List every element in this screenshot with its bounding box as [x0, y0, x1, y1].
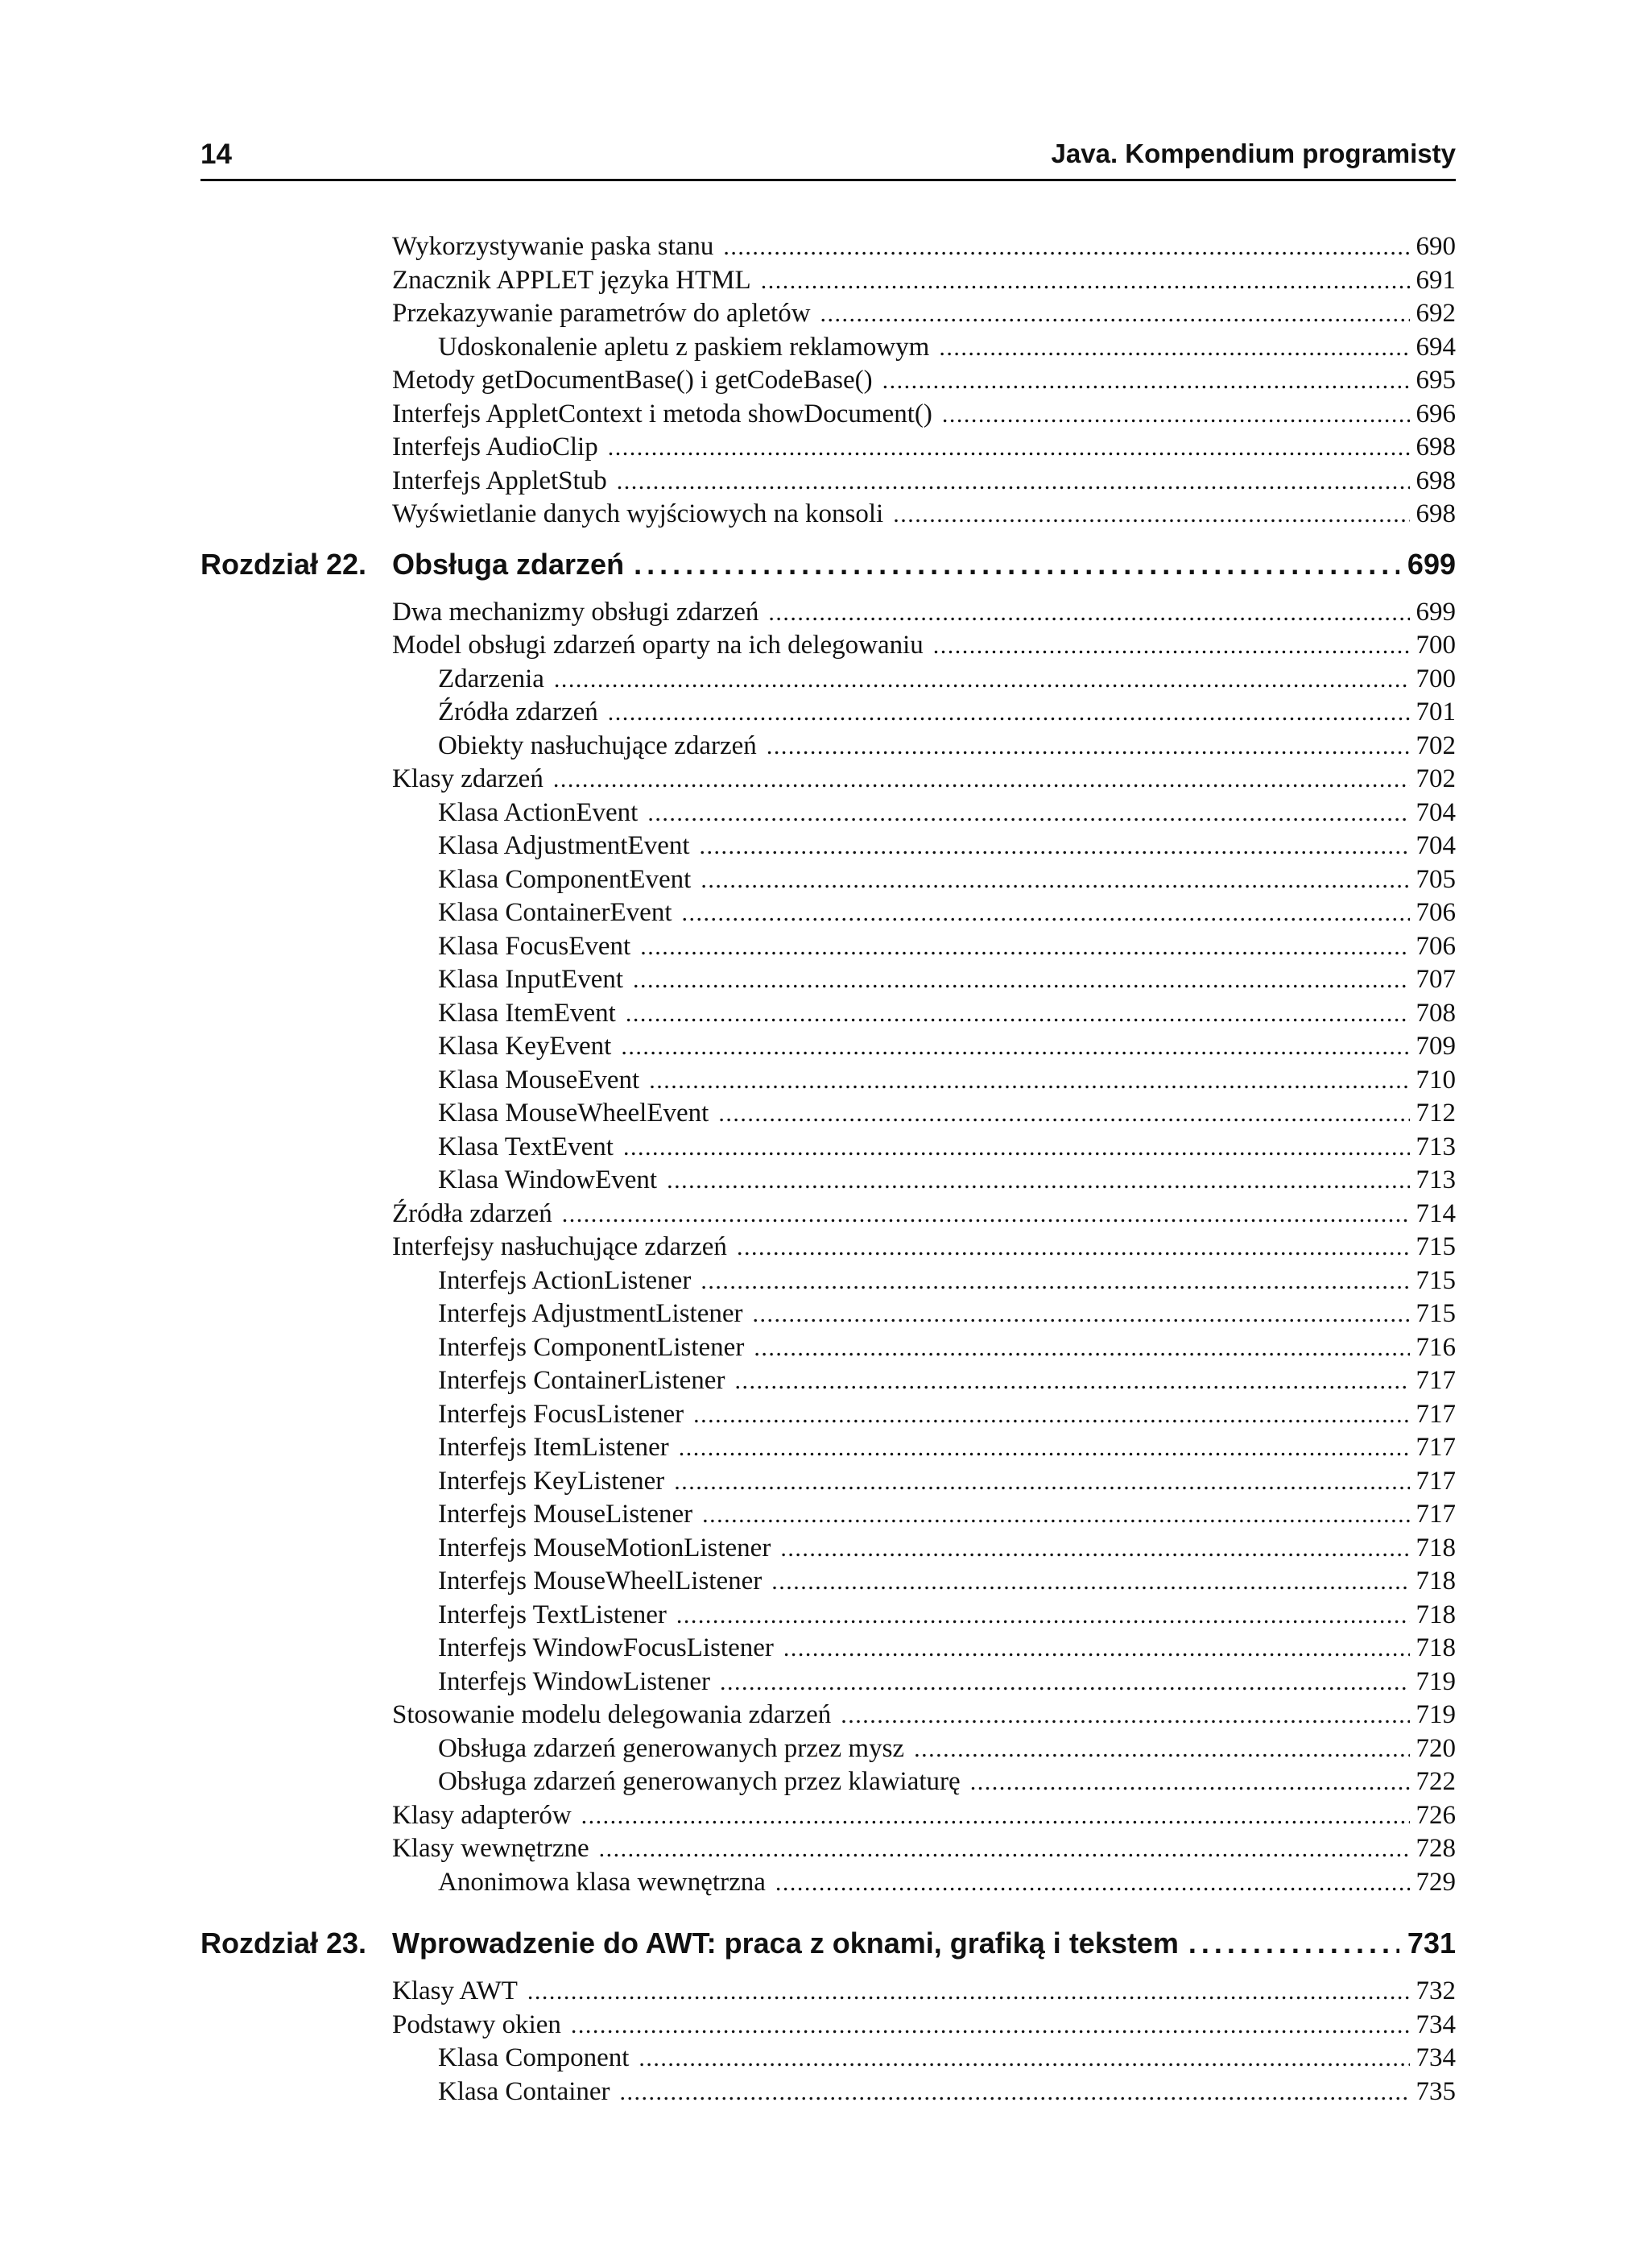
toc-entry [200, 366, 1456, 399]
dot-leader [754, 1333, 1409, 1363]
chapter-entries [200, 598, 1456, 1902]
toc-entry [200, 932, 1456, 966]
toc-group-continued [200, 232, 1456, 533]
toc-entry-page: 713 [1415, 1165, 1456, 1194]
toc-entry [200, 697, 1456, 731]
toc-entry [200, 764, 1456, 798]
dot-leader [640, 932, 1409, 962]
toc-entry-title: Obsługa zdarzeń generowanych przez klawiaturę [438, 1767, 961, 1796]
toc-entry [200, 2043, 1456, 2077]
toc-entry-title: Przekazywanie parametrów do apletów [392, 299, 811, 328]
toc-entry-page: 720 [1415, 1733, 1456, 1763]
toc-entry-title: Znacznik APPLET języka HTML [392, 265, 751, 295]
toc-entry [200, 1767, 1456, 1801]
dot-leader [939, 333, 1409, 362]
dot-leader [720, 1667, 1409, 1697]
dot-leader [882, 366, 1410, 395]
dot-leader [702, 1500, 1409, 1529]
running-title: Java. Kompendium programisty [1051, 139, 1456, 168]
toc-entry [200, 1066, 1456, 1099]
toc-entry-title: Interfejs ContainerListener [438, 1366, 725, 1395]
toc-entry-title: Interfejs WindowListener [438, 1666, 711, 1696]
toc-entry [200, 1165, 1456, 1199]
toc-entry-title: Interfejs ItemListener [438, 1433, 669, 1462]
toc-entry [200, 664, 1456, 698]
toc-entry [200, 831, 1456, 865]
toc-entry-page: 718 [1415, 1600, 1456, 1629]
toc-entry-page: 728 [1415, 1834, 1456, 1863]
toc-entry [200, 1976, 1456, 2010]
toc-entry-page: 715 [1415, 1232, 1456, 1261]
toc-entry-title: Klasy wewnętrzne [392, 1834, 589, 1863]
dot-leader [667, 1165, 1409, 1195]
dot-leader [633, 965, 1409, 995]
dot-leader [608, 432, 1410, 462]
dot-leader [753, 1299, 1410, 1329]
toc-entry-title: Interfejs ComponentListener [438, 1332, 745, 1362]
dot-leader [676, 1600, 1410, 1630]
dot-leader [634, 548, 1399, 581]
dot-leader [639, 2043, 1409, 2073]
toc-entry [200, 299, 1456, 333]
toc-entry-page: 717 [1415, 1366, 1456, 1395]
toc-entry-title: Klasa Component [438, 2043, 630, 2072]
toc-entry-page: 700 [1415, 631, 1456, 660]
toc-entry-title: Metody getDocumentBase() i getCodeBase() [392, 366, 873, 395]
toc-entry-title: Klasa MouseWheelEvent [438, 1099, 709, 1128]
dot-leader [700, 831, 1410, 861]
toc-entry-page: 718 [1415, 1566, 1456, 1595]
toc-entry-page: 712 [1415, 1099, 1456, 1128]
toc-entry [200, 2077, 1456, 2111]
toc-entry-page: 718 [1415, 1533, 1456, 1562]
chapter-title: Obsługa zdarzeń [392, 547, 625, 581]
toc-entry-title: Interfejs KeyListener [438, 1466, 665, 1496]
toc-entry [200, 1333, 1456, 1367]
dot-leader [679, 1433, 1410, 1463]
toc-entry-page: 696 [1415, 399, 1456, 428]
toc-entry-page: 705 [1415, 864, 1456, 894]
toc-entry [200, 1600, 1456, 1634]
dot-leader [820, 299, 1410, 329]
toc-entry-page: 706 [1415, 931, 1456, 961]
dot-leader [621, 1032, 1409, 1062]
toc-entry-page: 698 [1415, 466, 1456, 495]
dot-leader [761, 266, 1410, 296]
toc-entry-title: Udoskonalenie apletu z paskiem reklamowym [438, 332, 930, 362]
toc-entry-title: Podstawy okien [392, 2009, 561, 2039]
toc-entry-title: Klasa ItemEvent [438, 998, 616, 1028]
toc-entry [200, 399, 1456, 433]
toc-entry-title: Interfejsy nasłuchujące zdarzeń [392, 1232, 727, 1261]
toc-entry-title: Klasy adapterów [392, 1800, 572, 1830]
toc-entry-page: 694 [1415, 332, 1456, 362]
dot-leader [933, 631, 1410, 660]
toc-entry-page: 734 [1415, 2043, 1456, 2072]
toc-entry [200, 333, 1456, 366]
dot-leader [942, 399, 1410, 429]
toc-entry-page: 726 [1415, 1800, 1456, 1830]
toc-entry-title: Interfejs AppletContext i metoda showDocument() [392, 399, 932, 428]
toc-entry-page: 717 [1415, 1433, 1456, 1462]
dot-leader [841, 1700, 1409, 1730]
toc-entry-page: 717 [1415, 1500, 1456, 1529]
toc-entry [200, 1801, 1456, 1835]
toc-entry [200, 1533, 1456, 1567]
toc-entry-title: Dwa mechanizmy obsługi zdarzeń [392, 597, 759, 627]
toc-entry-title: Źródła zdarzeń [392, 1198, 552, 1228]
toc-entry-page: 713 [1415, 1132, 1456, 1161]
toc-entry-title: Klasa ContainerEvent [438, 898, 672, 927]
dot-leader [623, 1132, 1410, 1162]
toc-entry [200, 1132, 1456, 1166]
toc-entry-page: 718 [1415, 1633, 1456, 1662]
toc-entry [200, 1266, 1456, 1300]
toc-entry-title: Klasa ComponentEvent [438, 864, 692, 894]
chapter-page: 731 [1407, 1927, 1456, 1960]
toc-entry [200, 232, 1456, 266]
toc-entry-title: Interfejs AppletStub [392, 466, 607, 495]
toc-entry-page: 707 [1415, 965, 1456, 994]
toc-entry-title: Anonimowa klasa wewnętrzna [438, 1867, 766, 1897]
dot-leader [554, 664, 1410, 694]
toc-entry-page: 709 [1415, 1032, 1456, 1061]
dot-leader [581, 1801, 1410, 1831]
dot-leader [771, 1566, 1409, 1596]
toc-entry-page: 699 [1415, 597, 1456, 627]
toc-entry-page: 729 [1415, 1867, 1456, 1897]
dot-leader [647, 798, 1409, 828]
toc-entry-title: Interfejs AdjustmentListener [438, 1299, 743, 1328]
toc-entry-title: Interfejs WindowFocusListener [438, 1633, 774, 1662]
toc-entry-page: 710 [1415, 1065, 1456, 1095]
toc-entry-title: Klasa Container [438, 2076, 610, 2106]
toc-entry-title: Źródła zdarzeń [438, 697, 598, 726]
toc-entry [200, 1700, 1456, 1734]
toc-entry-title: Zdarzenia [438, 664, 544, 693]
dot-leader [617, 466, 1410, 496]
toc-entry [200, 1199, 1456, 1233]
chapter-heading [200, 1927, 1456, 1976]
dot-leader [718, 1099, 1409, 1128]
toc-entry-title: Interfejs MouseWheelListener [438, 1566, 763, 1595]
toc-entry [200, 1467, 1456, 1500]
chapter-page: 699 [1407, 547, 1456, 581]
toc-entry-title: Obiekty nasłuchujące zdarzeń [438, 730, 757, 760]
dot-leader [734, 1366, 1409, 1396]
dot-leader [527, 1976, 1410, 2006]
toc-entry [200, 466, 1456, 500]
dot-leader [626, 999, 1410, 1028]
table-of-contents [200, 232, 1456, 2110]
toc-entry-title: Klasa FocusEvent [438, 931, 631, 961]
toc-entry-page: 715 [1415, 1265, 1456, 1295]
toc-entry-page: 690 [1415, 232, 1456, 261]
toc-entry [200, 1433, 1456, 1467]
dot-leader [620, 2077, 1410, 2107]
dot-leader [767, 731, 1410, 761]
toc-entry-title: Interfejs FocusListener [438, 1399, 684, 1429]
toc-entry [200, 266, 1456, 300]
dot-leader [649, 1066, 1409, 1095]
toc-entry-title: Interfejs MouseMotionListener [438, 1533, 771, 1562]
toc-entry [200, 432, 1456, 466]
toc-entry [200, 999, 1456, 1033]
page-number: 14 [200, 139, 232, 170]
toc-entry-title: Klasa KeyEvent [438, 1032, 612, 1061]
dot-leader [1188, 1927, 1399, 1960]
toc-entry-page: 706 [1415, 898, 1456, 927]
dot-leader [608, 697, 1410, 727]
toc-entry [200, 499, 1456, 533]
toc-entry-title: Klasa MouseEvent [438, 1065, 640, 1095]
toc-entry-page: 719 [1415, 1666, 1456, 1696]
header-rule [200, 179, 1456, 181]
toc-entry-page: 717 [1415, 1399, 1456, 1429]
toc-entry-page: 715 [1415, 1299, 1456, 1328]
chapter-heading [200, 548, 1456, 598]
toc-entry [200, 1633, 1456, 1667]
toc-entry-title: Wykorzystywanie paska stanu [392, 232, 714, 261]
toc-entry-title: Model obsługi zdarzeń oparty na ich delegowaniu [392, 631, 924, 660]
toc-entry-page: 722 [1415, 1767, 1456, 1796]
dot-leader [914, 1734, 1409, 1764]
toc-entry [200, 598, 1456, 631]
toc-entry [200, 1232, 1456, 1266]
toc-entry [200, 1032, 1456, 1066]
toc-entry-page: 717 [1415, 1466, 1456, 1496]
toc-entry-title: Klasa ActionEvent [438, 797, 639, 827]
toc-entry [200, 1500, 1456, 1533]
toc-entry [200, 1400, 1456, 1434]
toc-entry-page: 698 [1415, 432, 1456, 461]
toc-entry-page: 714 [1415, 1198, 1456, 1228]
chapter-label: Rozdział 22. [200, 547, 367, 581]
toc-entry-page: 732 [1415, 1976, 1456, 2005]
toc-entry-page: 702 [1415, 764, 1456, 793]
toc-entry [200, 965, 1456, 999]
toc-entry [200, 2010, 1456, 2044]
toc-entry-page: 716 [1415, 1332, 1456, 1362]
dot-leader [701, 865, 1409, 895]
toc-entry-page: 735 [1415, 2076, 1456, 2106]
dot-leader [674, 1467, 1409, 1496]
toc-entry [200, 1366, 1456, 1400]
dot-leader [723, 232, 1409, 262]
dot-leader [693, 1400, 1409, 1430]
dot-leader [553, 764, 1410, 794]
toc-entry [200, 731, 1456, 765]
dot-leader [893, 499, 1409, 529]
toc-entry-title: Interfejs ActionListener [438, 1265, 692, 1295]
toc-entry-page: 695 [1415, 366, 1456, 395]
toc-entry-page: 704 [1415, 797, 1456, 827]
toc-entry-page: 691 [1415, 265, 1456, 295]
toc-entry [200, 1299, 1456, 1333]
page-header [200, 139, 1456, 176]
chapter-label: Rozdział 23. [200, 1927, 367, 1960]
toc-entry [200, 1667, 1456, 1701]
toc-entry [200, 1099, 1456, 1132]
toc-entry [200, 1834, 1456, 1868]
chapter-entries [200, 1976, 1456, 2110]
toc-entry-title: Interfejs TextListener [438, 1600, 667, 1629]
toc-entry-page: 704 [1415, 831, 1456, 860]
dot-leader [783, 1633, 1410, 1663]
toc-entry-page: 698 [1415, 499, 1456, 528]
dot-leader [970, 1767, 1410, 1797]
toc-entry-title: Obsługa zdarzeń generowanych przez mysz [438, 1733, 905, 1763]
toc-entry [200, 631, 1456, 664]
dot-leader [562, 1199, 1410, 1229]
toc-entry [200, 1734, 1456, 1768]
toc-entry [200, 1868, 1456, 1902]
toc-entry-page: 692 [1415, 299, 1456, 328]
toc-entry [200, 865, 1456, 899]
dot-leader [768, 598, 1409, 627]
dot-leader [682, 898, 1410, 928]
dot-leader [780, 1533, 1409, 1563]
toc-entry-page: 702 [1415, 730, 1456, 760]
dot-leader [775, 1868, 1410, 1898]
dot-leader [571, 2010, 1410, 2040]
toc-entry-title: Interfejs AudioClip [392, 432, 598, 461]
toc-entry-title: Klasy AWT [392, 1976, 518, 2005]
dot-leader [701, 1266, 1409, 1296]
toc-entry-title: Stosowanie modelu delegowania zdarzeń [392, 1700, 832, 1729]
toc-entry-page: 701 [1415, 697, 1456, 726]
chapter-title: Wprowadzenie do AWT: praca z oknami, grafiką i tekstem [392, 1927, 1179, 1960]
toc-entry [200, 898, 1456, 932]
toc-entry-page: 708 [1415, 998, 1456, 1028]
toc-entry-title: Klasy zdarzeń [392, 764, 543, 793]
toc-entry-title: Wyświetlanie danych wyjściowych na konsoli [392, 499, 884, 528]
toc-entry-title: Interfejs MouseListener [438, 1500, 693, 1529]
toc-entry-page: 700 [1415, 664, 1456, 693]
toc-entry-page: 734 [1415, 2009, 1456, 2039]
toc-entry-title: Klasa InputEvent [438, 965, 624, 994]
toc-entry [200, 1566, 1456, 1600]
toc-entry-page: 719 [1415, 1700, 1456, 1729]
toc-entry [200, 798, 1456, 832]
dot-leader [599, 1834, 1410, 1864]
toc-entry-title: Klasa TextEvent [438, 1132, 614, 1161]
toc-entry-title: Klasa WindowEvent [438, 1165, 658, 1194]
dot-leader [737, 1232, 1410, 1262]
toc-entry-title: Klasa AdjustmentEvent [438, 831, 690, 860]
